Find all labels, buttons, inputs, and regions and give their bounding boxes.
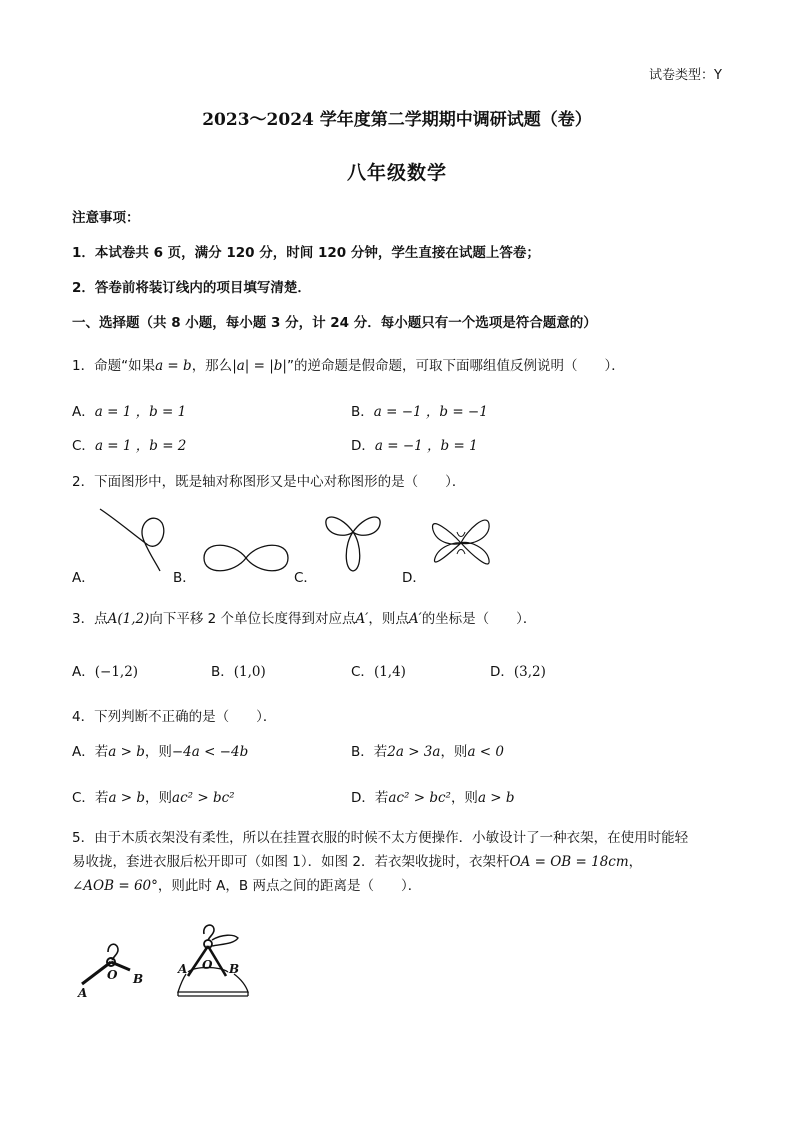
option-math: 2a > 3a — [387, 744, 441, 760]
option-text: ，则 — [144, 744, 172, 760]
option-value: a = 1 ，b = 2 — [94, 438, 187, 454]
q3-prime-2: A′ — [408, 611, 422, 627]
question-1-stem — [72, 354, 625, 374]
option-label: D． — [351, 790, 375, 806]
option-label: C． — [351, 664, 374, 680]
q2-option-c-label: C． — [294, 570, 317, 586]
q1-option-c — [72, 434, 186, 454]
q5-text: 易收拢，套进衣服后松开即可（如图 1）．如图 2．若衣架收拢时，衣架杆 — [72, 854, 510, 870]
q1-option-b — [351, 400, 488, 420]
option-math: ac² > bc² — [172, 790, 235, 806]
option-value: (1,0) — [233, 664, 266, 680]
option-text: 若 — [94, 744, 109, 760]
option-value: (−1,2) — [94, 664, 139, 680]
option-value: (3,2) — [513, 664, 546, 680]
q3-stem-part-d: 的坐标是（ ）． — [421, 611, 537, 627]
option-label: B． — [351, 744, 374, 760]
q4-option-d — [351, 786, 515, 806]
figure-d-four-petal — [427, 510, 495, 576]
q3-point: A(1,2) — [107, 611, 150, 627]
hanger-1-label-a: A — [78, 986, 88, 1000]
option-math: a > b — [108, 790, 146, 806]
hanger-1-label-b: B — [133, 972, 144, 986]
option-text: ，则 — [450, 790, 478, 806]
q1-option-d — [351, 434, 478, 454]
q2-option-b-label: B． — [173, 570, 196, 586]
option-math: a < 0 — [467, 744, 504, 760]
q3-option-a — [72, 660, 138, 680]
option-text: 若 — [373, 744, 388, 760]
figure-a-loop-curve — [96, 505, 171, 573]
q5-line-1: 5．由于木质衣架没有柔性，所以在挂置衣服的时候不太方便操作．小敏设计了一种衣架，在使用时能轻 — [72, 830, 689, 846]
q1-math-2: |a| = |b| — [232, 358, 287, 374]
q1-math-1: a = b — [155, 358, 192, 374]
option-value: a = −1 ，b = 1 — [374, 438, 478, 454]
option-text: ，则 — [145, 790, 173, 806]
q2-option-d-label: D． — [402, 570, 426, 586]
notes-item-1: 1．本试卷共 6 页，满分 120 分，时间 120 分钟，学生直接在试题上答卷； — [72, 245, 540, 261]
q3-stem-part-c: ，则点 — [368, 611, 409, 627]
option-text: 若 — [94, 790, 109, 806]
q5-math-angle: ∠AOB = 60° — [72, 878, 158, 894]
q5-text: ，则此时 A，B 两点之间的距离是（ ）． — [157, 878, 422, 894]
figure-c-three-leaf — [322, 508, 384, 574]
option-math: a > b — [477, 790, 515, 806]
question-2-stem: 2．下面图形中，既是轴对称图形又是中心对称图形的是（ ）． — [72, 474, 466, 490]
option-label: D． — [490, 664, 514, 680]
notes-item-2: 2．答卷前将装订线内的项目填写清楚． — [72, 280, 311, 296]
hanger-2-label-b: B — [229, 962, 240, 976]
option-label: A． — [72, 404, 95, 420]
q4-option-c — [72, 786, 235, 806]
notes-heading: 注意事项： — [72, 210, 140, 226]
q1-stem-part-c: ”的逆命题是假命题，可取下面哪组值反例说明（ ）． — [286, 358, 625, 374]
q5-line-2 — [72, 850, 722, 874]
q3-option-b — [211, 660, 266, 680]
option-math: ac² > bc² — [388, 790, 451, 806]
question-3-stem — [72, 607, 536, 627]
option-label: B． — [211, 664, 234, 680]
figure-b-infinity — [202, 536, 290, 580]
option-label: C． — [72, 790, 95, 806]
q4-option-a — [72, 740, 248, 760]
q3-stem-part-a: 3．点 — [72, 611, 108, 627]
option-text: ，则 — [440, 744, 468, 760]
question-4-stem: 4．下列判断不正确的是（ ）． — [72, 709, 277, 725]
hanger-2-label-o: O — [202, 958, 213, 972]
q3-option-d — [490, 660, 546, 680]
option-math: −4a < −4b — [171, 744, 249, 760]
q2-option-a-label: A． — [72, 570, 95, 586]
question-5-stem — [72, 826, 722, 898]
q1-option-a — [72, 400, 186, 420]
hanger-figure-2 — [172, 922, 262, 1000]
q3-option-c — [351, 660, 406, 680]
q5-text: ， — [628, 854, 643, 870]
exam-subtitle: 八年级数学 — [346, 162, 447, 184]
option-math: a > b — [108, 744, 145, 760]
option-label: B． — [351, 404, 374, 420]
q5-math-length: OA = OB = 18cm — [509, 854, 629, 870]
option-value: a = 1 ，b = 1 — [94, 404, 187, 420]
option-value: a = −1 ，b = −1 — [373, 404, 488, 420]
q1-stem-part-b: ，那么 — [191, 358, 233, 374]
exam-title: 2023～2024 学年度第二学期期中调研试题（卷） — [202, 110, 592, 130]
section-heading: 一、选择题（共 8 小题，每小题 3 分，计 24 分．每小题只有一个选项是符合题意的） — [72, 315, 597, 331]
paper-type-label: 试卷类型：Y — [649, 68, 722, 83]
hanger-2-label-a: A — [178, 962, 188, 976]
q3-prime-1: A′ — [355, 611, 369, 627]
q5-line-3 — [72, 874, 722, 898]
option-text: 若 — [374, 790, 389, 806]
option-value: (1,4) — [373, 664, 406, 680]
q1-stem-part-a: 1．命题“如果 — [72, 358, 156, 374]
q4-option-b — [351, 740, 504, 760]
q3-stem-part-b: 向下平移 2 个单位长度得到对应点 — [149, 611, 356, 627]
option-label: A． — [72, 664, 95, 680]
option-label: D． — [351, 438, 375, 454]
option-label: C． — [72, 438, 95, 454]
option-label: A． — [72, 744, 95, 760]
hanger-1-label-o: O — [107, 968, 118, 982]
